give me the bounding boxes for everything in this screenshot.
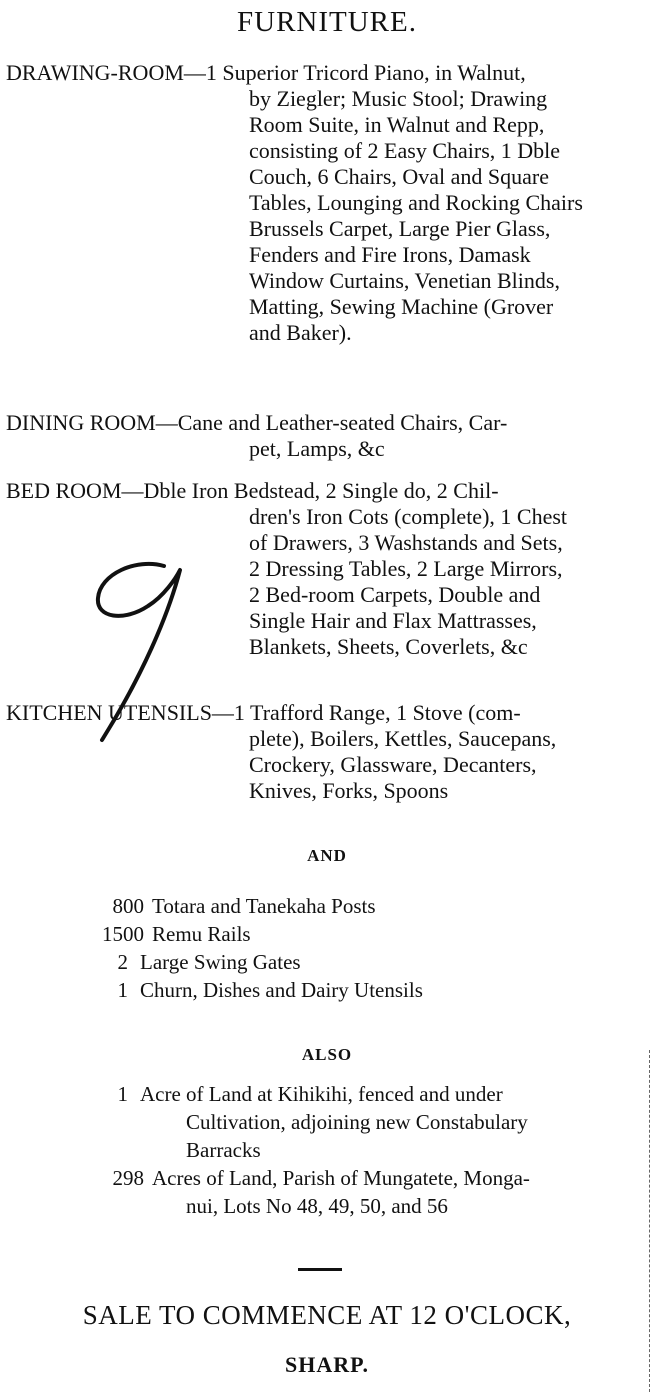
section-line: Window Curtains, Venetian Blinds,	[249, 268, 560, 293]
section-line: Single Hair and Flax Mattrasses,	[249, 608, 537, 633]
section-line: Couch, 6 Chairs, Oval and Square	[249, 164, 549, 189]
section-line: of Drawers, 3 Washstands and Sets,	[249, 530, 563, 555]
list-item	[0, 1080, 654, 1108]
section-body	[0, 86, 654, 346]
list-item	[0, 920, 654, 948]
section-drawing-room	[0, 60, 654, 346]
land-list	[0, 1080, 654, 1220]
section-head: DINING ROOM—Cane and Leather-seated Chairs, Car-	[6, 410, 508, 435]
handwritten-lot-number	[76, 556, 196, 746]
section-line: Room Suite, in Walnut and Repp,	[249, 112, 545, 137]
section-line: by Ziegler; Music Stool; Drawing	[249, 86, 548, 111]
item-text-continued: Cultivation, adjoining new Constabulary	[186, 1110, 528, 1134]
and-label: AND	[307, 846, 347, 865]
separator-rule	[298, 1268, 342, 1271]
item-text: Acres of Land, Parish of Mungatete, Monga-	[152, 1166, 530, 1190]
section-line: and Baker).	[249, 320, 352, 345]
section-line: Matting, Sewing Machine (Grover	[249, 294, 554, 319]
item-text: Totara and Tanekaha Posts	[152, 894, 376, 918]
section-line: 2 Dressing Tables, 2 Large Mirrors,	[249, 556, 563, 581]
posts-list	[0, 892, 654, 1004]
list-item	[0, 1164, 654, 1192]
page-title: FURNITURE.	[237, 6, 417, 38]
item-quantity: 1	[117, 978, 128, 1002]
item-text: Large Swing Gates	[140, 950, 301, 974]
section-line: Crockery, Glassware, Decanters,	[249, 752, 537, 777]
section-line: consisting of 2 Easy Chairs, 1 Dble	[249, 138, 561, 163]
section-line: dren's Iron Cots (complete), 1 Chest	[249, 504, 568, 529]
section-line: plete), Boilers, Kettles, Saucepans,	[249, 726, 557, 751]
column-edge-rule	[649, 1050, 650, 1392]
section-line: pet, Lamps, &c	[249, 436, 385, 461]
item-quantity: 298	[112, 1166, 144, 1190]
section-line: Blankets, Sheets, Coverlets, &c	[249, 634, 528, 659]
item-text-continued: nui, Lots No 48, 49, 50, and 56	[186, 1194, 448, 1218]
section-line: Tables, Lounging and Rocking Chairs	[249, 190, 583, 215]
item-text: Churn, Dishes and Dairy Utensils	[140, 978, 423, 1002]
section-head: DRAWING-ROOM—1 Superior Tricord Piano, in Walnut,	[6, 60, 526, 85]
item-quantity: 1500	[102, 922, 144, 946]
section-line: Brussels Carpet, Large Pier Glass,	[249, 216, 551, 241]
item-text-continued: Barracks	[186, 1138, 261, 1162]
list-item	[0, 948, 654, 976]
item-quantity: 1	[117, 1082, 128, 1106]
list-item	[0, 892, 654, 920]
section-head: KITCHEN UTENSILS—1 Trafford Range, 1 Stove (com-	[6, 700, 521, 725]
section-head: BED ROOM—Dble Iron Bedstead, 2 Single do, 2 Chil-	[6, 478, 499, 503]
item-text: Acre of Land at Kihikihi, fenced and under	[140, 1082, 503, 1106]
list-item	[0, 976, 654, 1004]
section-dining-room	[0, 410, 654, 462]
sale-notice: SALE TO COMMENCE AT 12 O'CLOCK,	[82, 1300, 572, 1330]
item-quantity: 2	[117, 950, 128, 974]
section-body	[0, 436, 654, 462]
item-quantity: 800	[112, 894, 144, 918]
section-line: Knives, Forks, Spoons	[249, 778, 449, 803]
section-line: Fenders and Fire Irons, Damask	[249, 242, 531, 267]
item-text: Remu Rails	[152, 922, 251, 946]
also-label: ALSO	[301, 1045, 353, 1064]
sale-notice-sharp: SHARP.	[284, 1352, 370, 1377]
section-line: 2 Bed-room Carpets, Double and	[249, 582, 541, 607]
